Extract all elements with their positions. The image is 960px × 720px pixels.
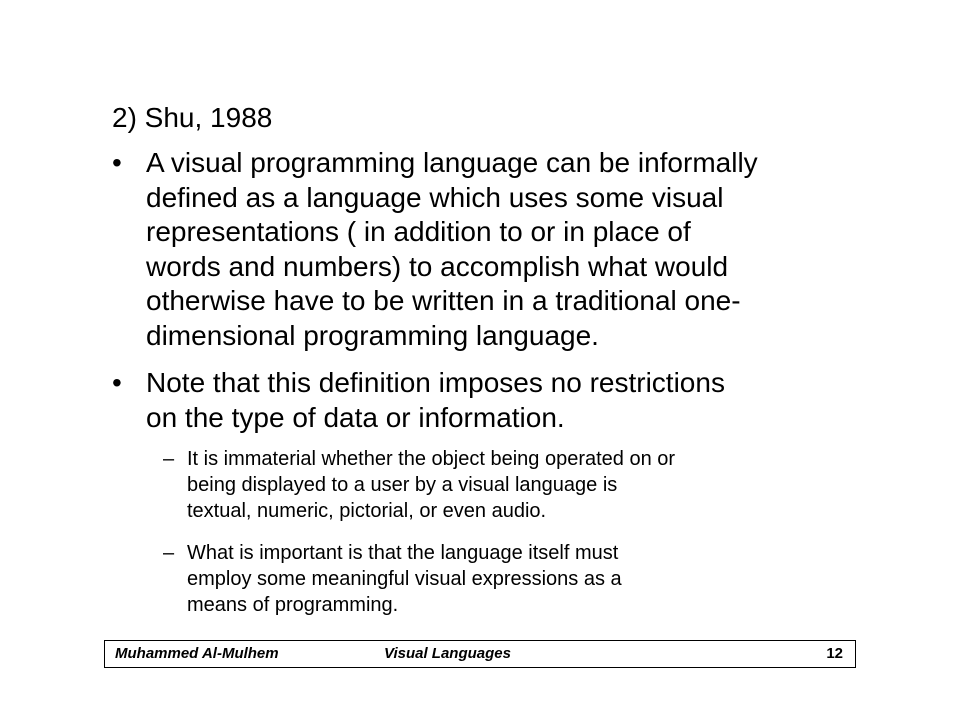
subbullet-line: employ some meaningful visual expressions as a [187, 568, 622, 590]
footer-author: Muhammed Al-Mulhem [115, 645, 279, 662]
bullet-line: on the type of data or information. [146, 401, 565, 433]
bullet-marker: • [112, 147, 122, 178]
bullet-marker: • [112, 367, 122, 398]
bullet-line: dimensional programming language. [146, 319, 599, 351]
subbullet-marker: – [163, 448, 175, 470]
bullet-note [112, 366, 842, 435]
subbullet-line: It is immaterial whether the object being operated on or [187, 448, 676, 470]
bullet-line: words and numbers) to accomplish what would [146, 250, 729, 282]
bullet-definition [112, 146, 842, 353]
subbullet-line: textual, numeric, pictorial, or even audio. [187, 500, 547, 522]
slide-heading: 2) Shu, 1988 [112, 102, 273, 133]
subbullet-important [163, 540, 863, 618]
bullet-line: A visual programming language can be informally [146, 147, 758, 178]
bullet-line: otherwise have to be written in a traditional one- [146, 285, 741, 316]
subbullet-line: means of programming. [187, 594, 399, 616]
bullet-line: Note that this definition imposes no restrictions [146, 367, 725, 398]
subbullet-marker: – [163, 542, 175, 564]
subbullet-line: What is important is that the language itself must [187, 542, 619, 564]
subbullet-immaterial [163, 446, 863, 524]
footer-title: Visual Languages [384, 645, 511, 662]
bullet-line: defined as a language which uses some visual [146, 181, 724, 213]
footer-page-number: 12 [826, 645, 843, 662]
bullet-line: representations ( in addition to or in place of [146, 216, 691, 247]
slide-footer [104, 640, 856, 668]
subbullet-line: being displayed to a user by a visual language is [187, 474, 618, 496]
